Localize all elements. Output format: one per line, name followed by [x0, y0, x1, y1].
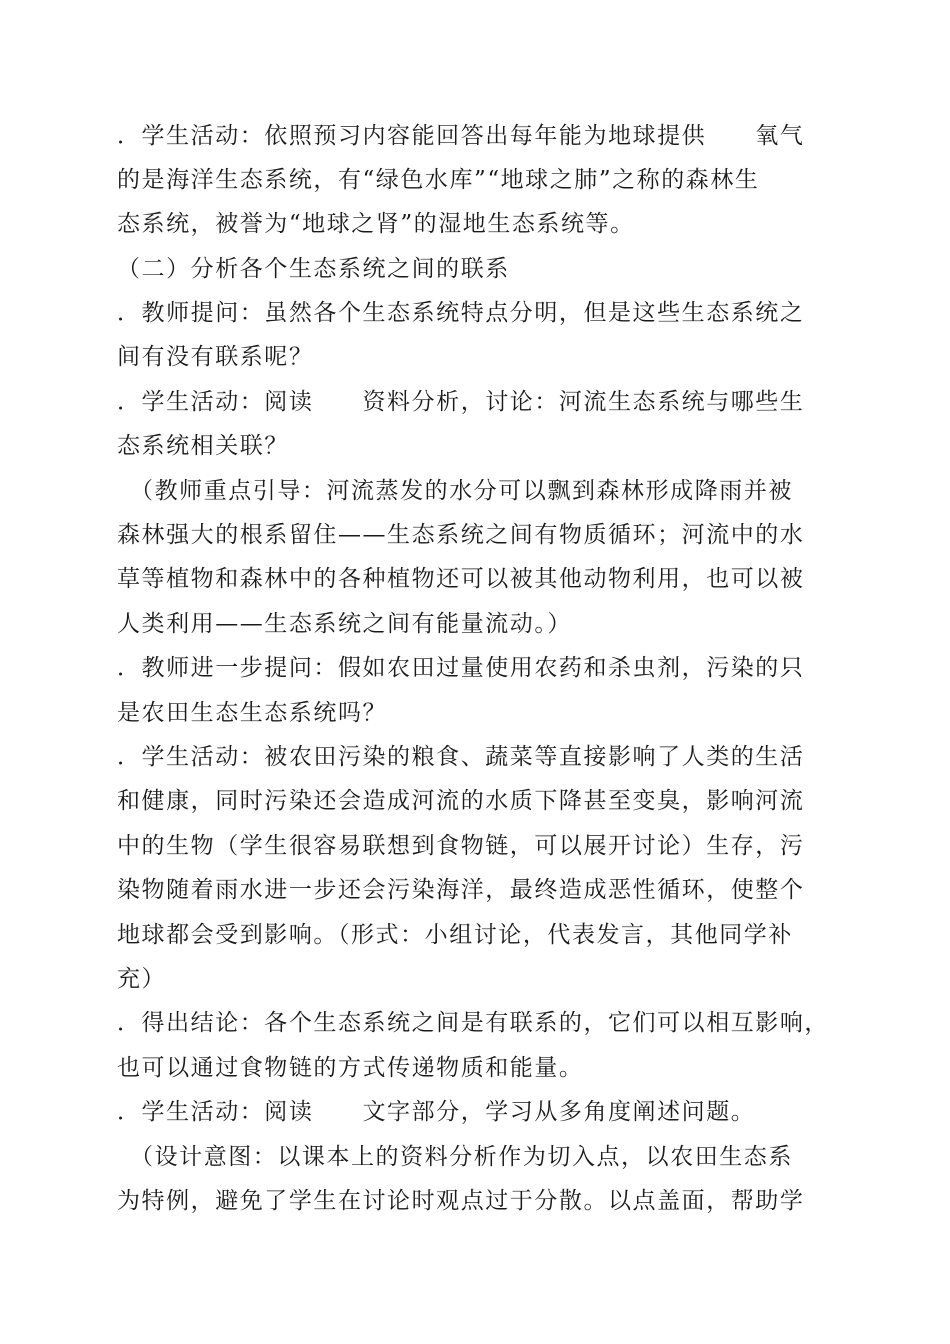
text-line: 人类利用——生态系统之间有能量流动。） — [117, 611, 572, 637]
text-line: 染物随着雨水进一步还会污染海洋，最终造成恶性循环，使整个 — [117, 877, 805, 903]
text-line: ．教师提问：虽然各个生态系统特点分明，但是这些生态系统之 — [117, 300, 805, 326]
text-line: 中的生物（学生很容易联想到食物链，可以展开讨论）生存，污 — [117, 833, 805, 859]
text-line: 的是海洋生态系统，有“绿色水库”“地球之肺”之称的森林生 — [117, 167, 760, 193]
section-heading: （二）分析各个生态系统之间的联系 — [117, 256, 510, 282]
text-line: ．学生活动：被农田污染的粮食、蔬菜等直接影响了人类的生活 — [117, 744, 805, 770]
text-line: 森林强大的根系留住——生态系统之间有物质循环；河流中的水 — [117, 522, 805, 548]
text-line: 态系统相关联？ — [117, 433, 289, 459]
text-line: 为特例，避免了学生在讨论时观点过于分散。以点盖面，帮助学 — [117, 1188, 805, 1214]
text-line: （教师重点引导：河流蒸发的水分可以飘到森林形成降雨并被 — [117, 478, 793, 504]
text-line: 充） — [117, 966, 167, 992]
text-line: ．学生活动：阅读 资料分析，讨论：河流生态系统与哪些生 — [117, 389, 805, 415]
text-line: （设计意图：以课本上的资料分析作为切入点，以农田生态系 — [117, 1144, 793, 1170]
text-line: 地球都会受到影响。（形式：小组讨论，代表发言，其他同学补 — [117, 922, 793, 948]
text-line: 间有没有联系呢？ — [117, 344, 314, 370]
text-line: 态系统，被誉为“地球之肾”的湿地生态系统等。 — [117, 211, 635, 237]
text-line: ．教师进一步提问：假如农田过量使用农药和杀虫剂，污染的只 — [117, 655, 805, 681]
text-line: 是农田生态生态系统吗？ — [117, 700, 388, 726]
text-line: 也可以通过食物链的方式传递物质和能量。 — [117, 1055, 584, 1081]
text-line: 和健康，同时污染还会造成河流的水质下降甚至变臭，影响河流 — [117, 788, 805, 814]
text-line: ．得出结论：各个生态系统之间是有联系的，它们可以相互影响， — [117, 1010, 829, 1036]
text-line: 草等植物和森林中的各种植物还可以被其他动物利用，也可以被 — [117, 566, 805, 592]
text-line: ．学生活动：阅读 文字部分，学习从多角度阐述问题。 — [117, 1099, 756, 1125]
text-line: ．学生活动：依照预习内容能回答出每年能为地球提供 氧气 — [117, 123, 805, 149]
